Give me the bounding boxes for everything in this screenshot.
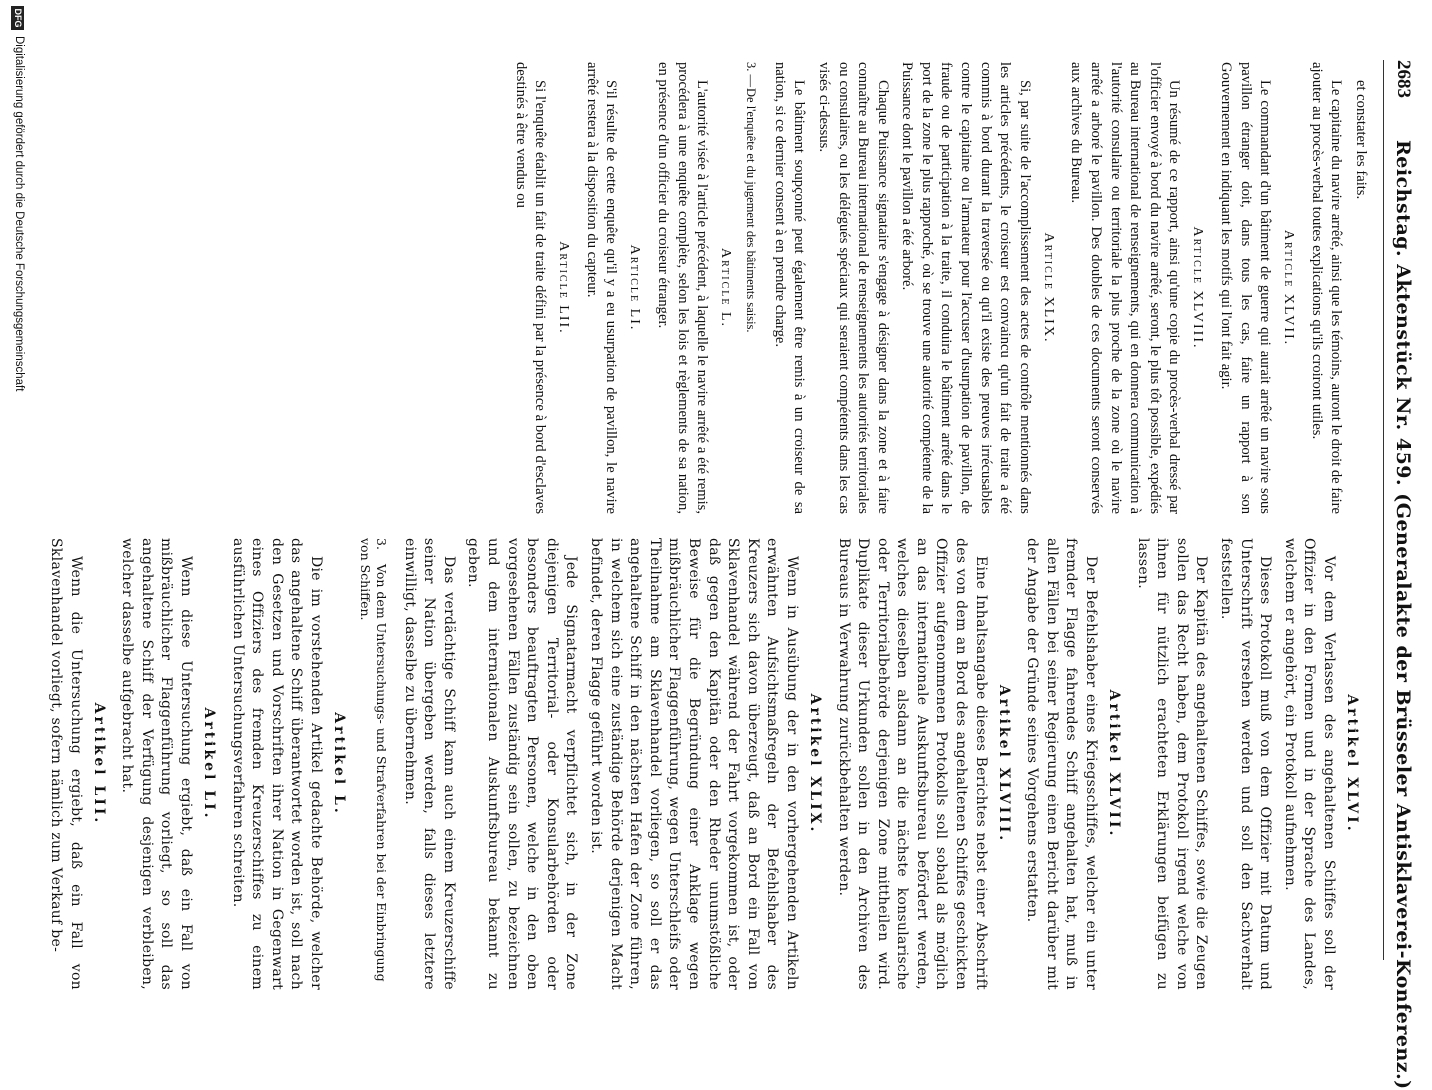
watermark-text: Digitalisierung gefördert durch die Deutsche Forschungsgemeinschaft bbox=[13, 36, 25, 392]
paragraph: Wenn in Ausübung der in den vorhergehenden Artikeln erwähnten Aufsichtsmaßregeln der Befehlshaber des Kreuzers sich davon überzeugt, daß an Bord ein Fall von Sklavenhandel während der Fahrt vorgekommen ist, oder daß gegen den Kapitän oder den Rheder unumstößliche Beweise für die Begründung einer Anklage wegen mißbräuchlicher Flaggenführung, wegen Unterschleifs oder Theilnahme am Sklavenhandel vorliegen, so soll er das angehaltene Schiff in den nächsten Hafen der Zone führen, in welchem sich eine zuständige Behörde derjenigen Macht befindet, deren Flagge geführt worden ist. bbox=[588, 538, 800, 990]
running-header bbox=[1386, 60, 1414, 1090]
paragraph: Eine Inhaltsangabe dieses Berichtes nebst einer Abschrift des von dem an Bord des angehaltenen Schiffes geschickten Offizier aufgenommenen Protokolls soll sobald als möglich an das internationale Auskunftsbureau befördert werden, welches dieselben alsdann an die nächste konsularische oder Territorialbehörde derjenigen Zone mittheilen wird. Duplikate dieser Urkunden sollen in den Archiven des Bureaus in Verwahrung zurückbehalten werden. bbox=[835, 538, 989, 990]
paragraph: Der Befehlshaber eines Kriegsschiffes, welcher ein unter fremder Flagge fahrendes Schiff angehalten hat, muß in allen Fällen bei seiner Regierung einen Bericht darüber mit der Angabe der Gründe seines Vorgehens erstatten. bbox=[1024, 538, 1100, 990]
article-heading: Artikel LI. bbox=[201, 707, 218, 821]
section-title: Von dem Untersuchungs- und Strafverfahren bei der Einbringung von Schiffen. bbox=[358, 538, 390, 982]
article-heading: Article XLVIII. bbox=[1190, 226, 1206, 350]
section-number: 3. bbox=[374, 538, 390, 550]
article-heading: Article XLIX. bbox=[1040, 232, 1056, 344]
article-heading: Artikel XLIX. bbox=[806, 693, 823, 835]
paragraph: Un résumé de ce rapport, ainsi qu'une copie du procès-verbal dressé par l'officier envoyé à bord du navire arrêté, seront, le plus tôt possible, expédiés au Bureau international de renseignements, qui en donnera communication à l'autorité consulaire ou territoriale la plus proche de la zone où le navire arrêté a arboré le pavillon. Des doubles de ces documents seront conservés aux archives du Bureau. bbox=[1068, 62, 1183, 514]
running-title: Reichstag. Aktenstück Nr. 459. (Generalakte der Brüsseler Antisklaverei-Konferenz.) bbox=[1392, 140, 1414, 1090]
page-number: 2683 bbox=[1393, 60, 1414, 98]
paragraph: Das verdächtige Schiff kann auch einem Kreuzerschiffe seiner Nation übergeben werden, falls dieses letztere einwilligt, dasselbe zu übernehmen. bbox=[401, 538, 457, 990]
funding-watermark bbox=[6, 0, 26, 1000]
article-heading: Artikel XLVI. bbox=[1344, 694, 1360, 834]
paragraph: Der Kapitän des angehaltenen Schiffes, sowie die Zeugen sollen das Recht haben, dem Protokoll irgend welche von ihnen für nützlich erachteten Erklärungen beifügen zu lassen. bbox=[1134, 538, 1210, 990]
paragraph: Jede Signatarmacht verpflichtet sich, in der Zone diejenigen Territorial- oder Konsularbehörden oder besonders beauftragten Personen, welche in den oben vorgesehenen Fällen zuständig sein sollen, zu bezeichnen und dem internationalen Auskunftsbureau bekannt zu geben. bbox=[465, 538, 580, 990]
paragraph: et constater les faits. bbox=[1353, 80, 1369, 200]
article-heading: Article LI. bbox=[627, 244, 643, 332]
article-heading: Artikel L. bbox=[331, 712, 348, 816]
paragraph: Wenn die Untersuchung ergiebt, daß ein Fall von Sklavenhandel vorliegt, sofern nämlich zum Verkauf be- bbox=[48, 538, 84, 990]
dfg-logo: DFG bbox=[11, 6, 24, 30]
paragraph: S'il résulte de cette enquête qu'il y a eu usurpation de pavillon, le navire arrêté restera à la disposition du capteur. bbox=[583, 62, 620, 514]
paragraph: Le commandant d'un bâtiment de guerre qui aurait arrêté un navire sous pavillon étranger doit, dans tous les cas, faire un rapport à son Gouvernement en indiquant les motifs qui l'ont fait agir. bbox=[1218, 62, 1274, 514]
section-number: 3. — bbox=[744, 62, 759, 87]
german-text-column bbox=[41, 538, 1370, 990]
french-text-column bbox=[505, 62, 1370, 514]
paragraph: Die im vorstehenden Artikel gedachte Behörde, welcher das angehaltene Schiff überantwortet worden ist, soll nach den Gesetzen und Vorschriften ihrer Nation in Gegenwart eines Offiziers des fremden Kreuzerschiffes zu einem ausführlichen Untersuchungsverfahren schreiten. bbox=[229, 538, 325, 990]
paragraph: Chaque Puissance signataire s'engage à désigner dans la zone et à faire connaître au Bureau international de renseignements les autorités territoriales ou consulaires, ou les délégués spéciaux qui seraient compétents dans les cas visés ci-dessus. bbox=[815, 62, 891, 514]
section-subheading bbox=[357, 538, 389, 990]
article-heading: Article XLVII. bbox=[1281, 229, 1297, 347]
article-heading: Artikel XLVII. bbox=[1106, 689, 1123, 839]
paragraph: Vor dem Verlassen des angehaltenen Schiffes soll der Offizier in den Formen und in der Sprache des Landes, welchem er angehört, ein Protokoll aufnehmen. bbox=[1281, 538, 1337, 990]
paragraph: Si, par suite de l'accomplissement des actes de contrôle mentionnés dans les articles précédents, le croiseur est convaincu qu'un fait de traite a été commis à bord durant la traversée ou qu'il existe des preuves irrécusables contre le capitaine ou l'armateur pour l'accuser d'usurpation de pavillon, de fraude ou de participation à la traite, il conduira le bâtiment arrêté dans le port de la zone le plus rapproché, où se trouve une autorité compétente de la Puissance dont le pavillon a été arboré. bbox=[899, 62, 1033, 514]
header-rule bbox=[1383, 60, 1384, 960]
article-heading: Artikel LII. bbox=[90, 702, 107, 826]
section-title: De l'enquête et du jugement des bâtiments saisis. bbox=[744, 88, 759, 333]
paragraph: Si l'enquête établit un fait de traite défini par la présence à bord d'esclaves destinés à être vendus ou bbox=[512, 62, 549, 514]
article-heading: Artikel XLVIII. bbox=[995, 684, 1012, 844]
section-subheading bbox=[743, 62, 759, 514]
paragraph: Le capitaine du navire arrêté, ainsi que les témoins, auront le droit de faire ajouter au procès-verbal toutes explications qu'ils croiront utiles. bbox=[1308, 62, 1345, 514]
paragraph: Dieses Protokoll muß von dem Offizier mit Datum und Unterschrift versehen werden und soll den Sachverhalt feststellen. bbox=[1218, 538, 1274, 990]
paragraph: L'autorité visée à l'article précédent, à laquelle le navire arrêté a été remis, procédera à une enquête complète, selon les lois et règlements de sa nation, en présence d'un officier du croiseur étranger. bbox=[654, 62, 711, 514]
paragraph: Le bâtiment soupçonné peut également être remis à un croiseur de sa nation, si ce dernier consent à en prendre charge. bbox=[771, 62, 808, 514]
article-heading: Article LII. bbox=[556, 241, 572, 335]
article-heading: Article L. bbox=[718, 247, 734, 329]
paragraph: Wenn diese Untersuchung ergiebt, daß ein Fall von mißbräuchlicher Flaggenführung vorliegt, so soll das angehaltene Schiff der Verfügung desjenigen verbleiben, welcher dasselbe aufgebracht hat. bbox=[119, 538, 195, 990]
